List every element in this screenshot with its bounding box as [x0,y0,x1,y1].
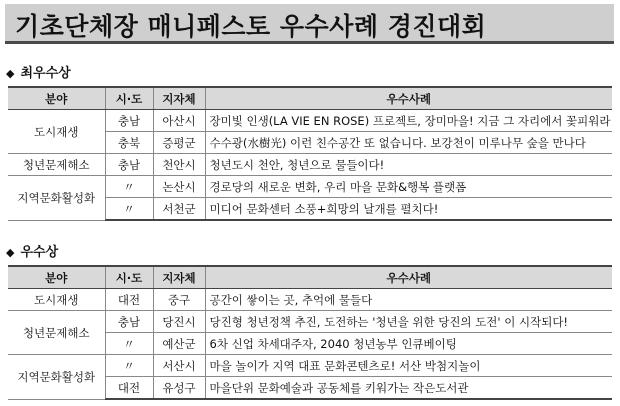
column-header-province: 시·도 [105,87,153,110]
section-heading-grand-prize: ◆ 최우수상 [6,66,71,81]
grand-prize-table [8,86,612,221]
case-cell: 수수광(水樹光) 이런 친수공간 또 없습니다. 보강천이 미루나무 숲을 만나다 [205,132,612,154]
municipality-cell: 아산시 [153,110,205,132]
municipality-cell: 당진시 [153,311,205,333]
province-cell: 충북 [105,132,153,154]
municipality-cell: 서산시 [153,355,205,377]
municipality-cell: 중구 [153,289,205,311]
case-cell: 경로당의 새로운 변화, 우리 마을 문화&행복 플랫폼 [205,176,612,198]
municipality-cell: 천안시 [153,154,205,176]
province-cell: 대전 [105,377,153,400]
province-cell: 충남 [105,110,153,132]
municipality-cell: 유성구 [153,377,205,400]
province-cell: 〃 [105,355,153,377]
table-row [8,311,612,333]
case-cell: 장미빛 인생(LA VIE EN ROSE) 프로젝트, 장미마을! 지금 그 자리에서 꽃피워라 [205,110,612,132]
table-row [8,154,612,176]
column-header-case: 우수사례 [205,87,612,110]
column-header-field: 분야 [8,266,105,289]
table-row [8,110,612,132]
field-cell: 청년문제해소 [8,311,105,355]
page-title: 기초단체장 매니페스토 우수사례 경진대회 [15,12,487,41]
province-cell: 〃 [105,333,153,355]
province-cell: 충남 [105,154,153,176]
table-row [8,289,612,311]
column-header-municipality: 지자체 [153,87,205,110]
field-cell: 도시재생 [8,110,105,154]
diamond-bullet-icon: ◆ [6,246,15,259]
column-header-province: 시·도 [105,266,153,289]
case-cell: 공간이 쌓이는 곳, 추억에 물들다 [205,289,612,311]
case-cell: 당진형 청년정책 추진, 도전하는 '청년을 위한 당진의 도전' 이 시작되다! [205,311,612,333]
case-cell: 청년도시 천안, 청년으로 물들이다! [205,154,612,176]
case-cell: 마을 놀이가 지역 대표 문화콘텐츠로! 서산 박첨지놀이 [205,355,612,377]
municipality-cell: 서천군 [153,198,205,221]
table-header-row [8,266,612,289]
column-header-case: 우수사례 [205,266,612,289]
field-cell: 청년문제해소 [8,154,105,176]
case-cell: 미디어 문화센터 소풍+희망의 날개를 펼치다! [205,198,612,221]
table-row [8,355,612,377]
field-cell: 도시재생 [8,289,105,311]
title-banner [5,4,614,44]
table-row [8,176,612,198]
diamond-bullet-icon: ◆ [6,67,15,80]
column-header-municipality: 지자체 [153,266,205,289]
section-heading-excellence-prize: ◆ 우수상 [6,245,59,260]
municipality-cell: 예산군 [153,333,205,355]
province-cell: 대전 [105,289,153,311]
field-cell: 지역문화활성화 [8,355,105,400]
excellence-prize-table [8,265,612,400]
municipality-cell: 증평군 [153,132,205,154]
province-cell: 충남 [105,311,153,333]
municipality-cell: 논산시 [153,176,205,198]
province-cell: 〃 [105,198,153,221]
case-cell: 6차 신업 차세대주자, 2040 청년농부 인큐베이팅 [205,333,612,355]
table-header-row [8,87,612,110]
province-cell: 〃 [105,176,153,198]
case-cell: 마을단위 문화예술과 공동체를 키워가는 작은도서관 [205,377,612,400]
column-header-field: 분야 [8,87,105,110]
field-cell: 지역문화활성화 [8,176,105,221]
